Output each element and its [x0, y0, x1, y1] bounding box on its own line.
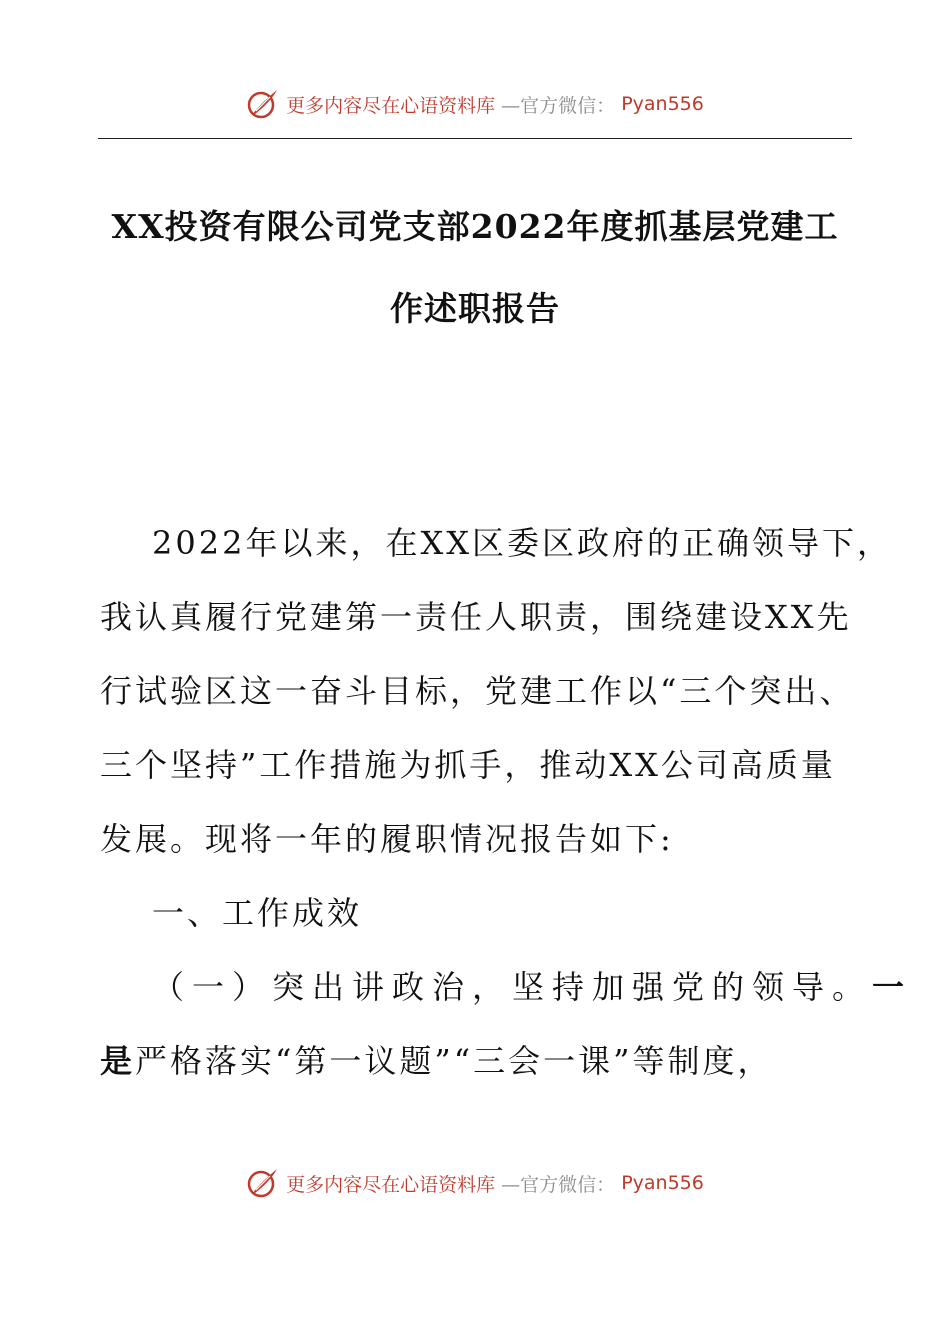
paragraph-line: 2022年以来，在XX区委区政府的正确领导下，	[152, 524, 893, 562]
paragraph-line: 行试验区这一奋斗目标，党建工作以“三个突出、	[100, 672, 855, 710]
paragraph-line: 三个坚持”工作措施为抓手，推动XX公司高质量	[100, 746, 836, 784]
paragraph-line: 发展。现将一年的履职情况报告如下:	[100, 820, 674, 858]
title-line-1: XX投资有限公司党支部2022年度抓基层党建工	[111, 207, 839, 246]
paragraph-text: 严格落实“第一议题”“三会一课”等制度，	[135, 1042, 773, 1080]
watermark-id: Pyan556	[621, 1172, 704, 1194]
subsection-marker: 一	[872, 968, 913, 1006]
footer-watermark	[0, 1163, 950, 1203]
subsection-heading	[100, 950, 913, 1024]
header-rule	[98, 138, 852, 139]
subsection-heading-text: （一）突出讲政治，坚持加强党的领导。	[152, 968, 873, 1006]
paragraph-line: 我认真履行党建第一责任人职责，围绕建设XX先	[100, 598, 852, 636]
watermark-text: 更多内容尽在心语资料库	[286, 1173, 496, 1196]
title-line-2: 作述职报告	[390, 289, 560, 328]
item-marker: 是	[100, 1042, 136, 1080]
watermark-label: —官方微信：	[501, 94, 616, 117]
watermark-label: —官方微信：	[501, 1173, 616, 1196]
watermark-id: Pyan556	[621, 93, 704, 115]
document-body	[100, 506, 913, 1098]
header-watermark	[0, 84, 950, 124]
quill-logo-icon	[246, 87, 280, 121]
section-heading: 一、工作成效	[152, 894, 363, 932]
quill-logo-icon	[246, 1166, 280, 1200]
paragraph-line	[100, 1024, 860, 1098]
watermark-text: 更多内容尽在心语资料库	[286, 94, 496, 117]
document-title	[98, 186, 852, 350]
